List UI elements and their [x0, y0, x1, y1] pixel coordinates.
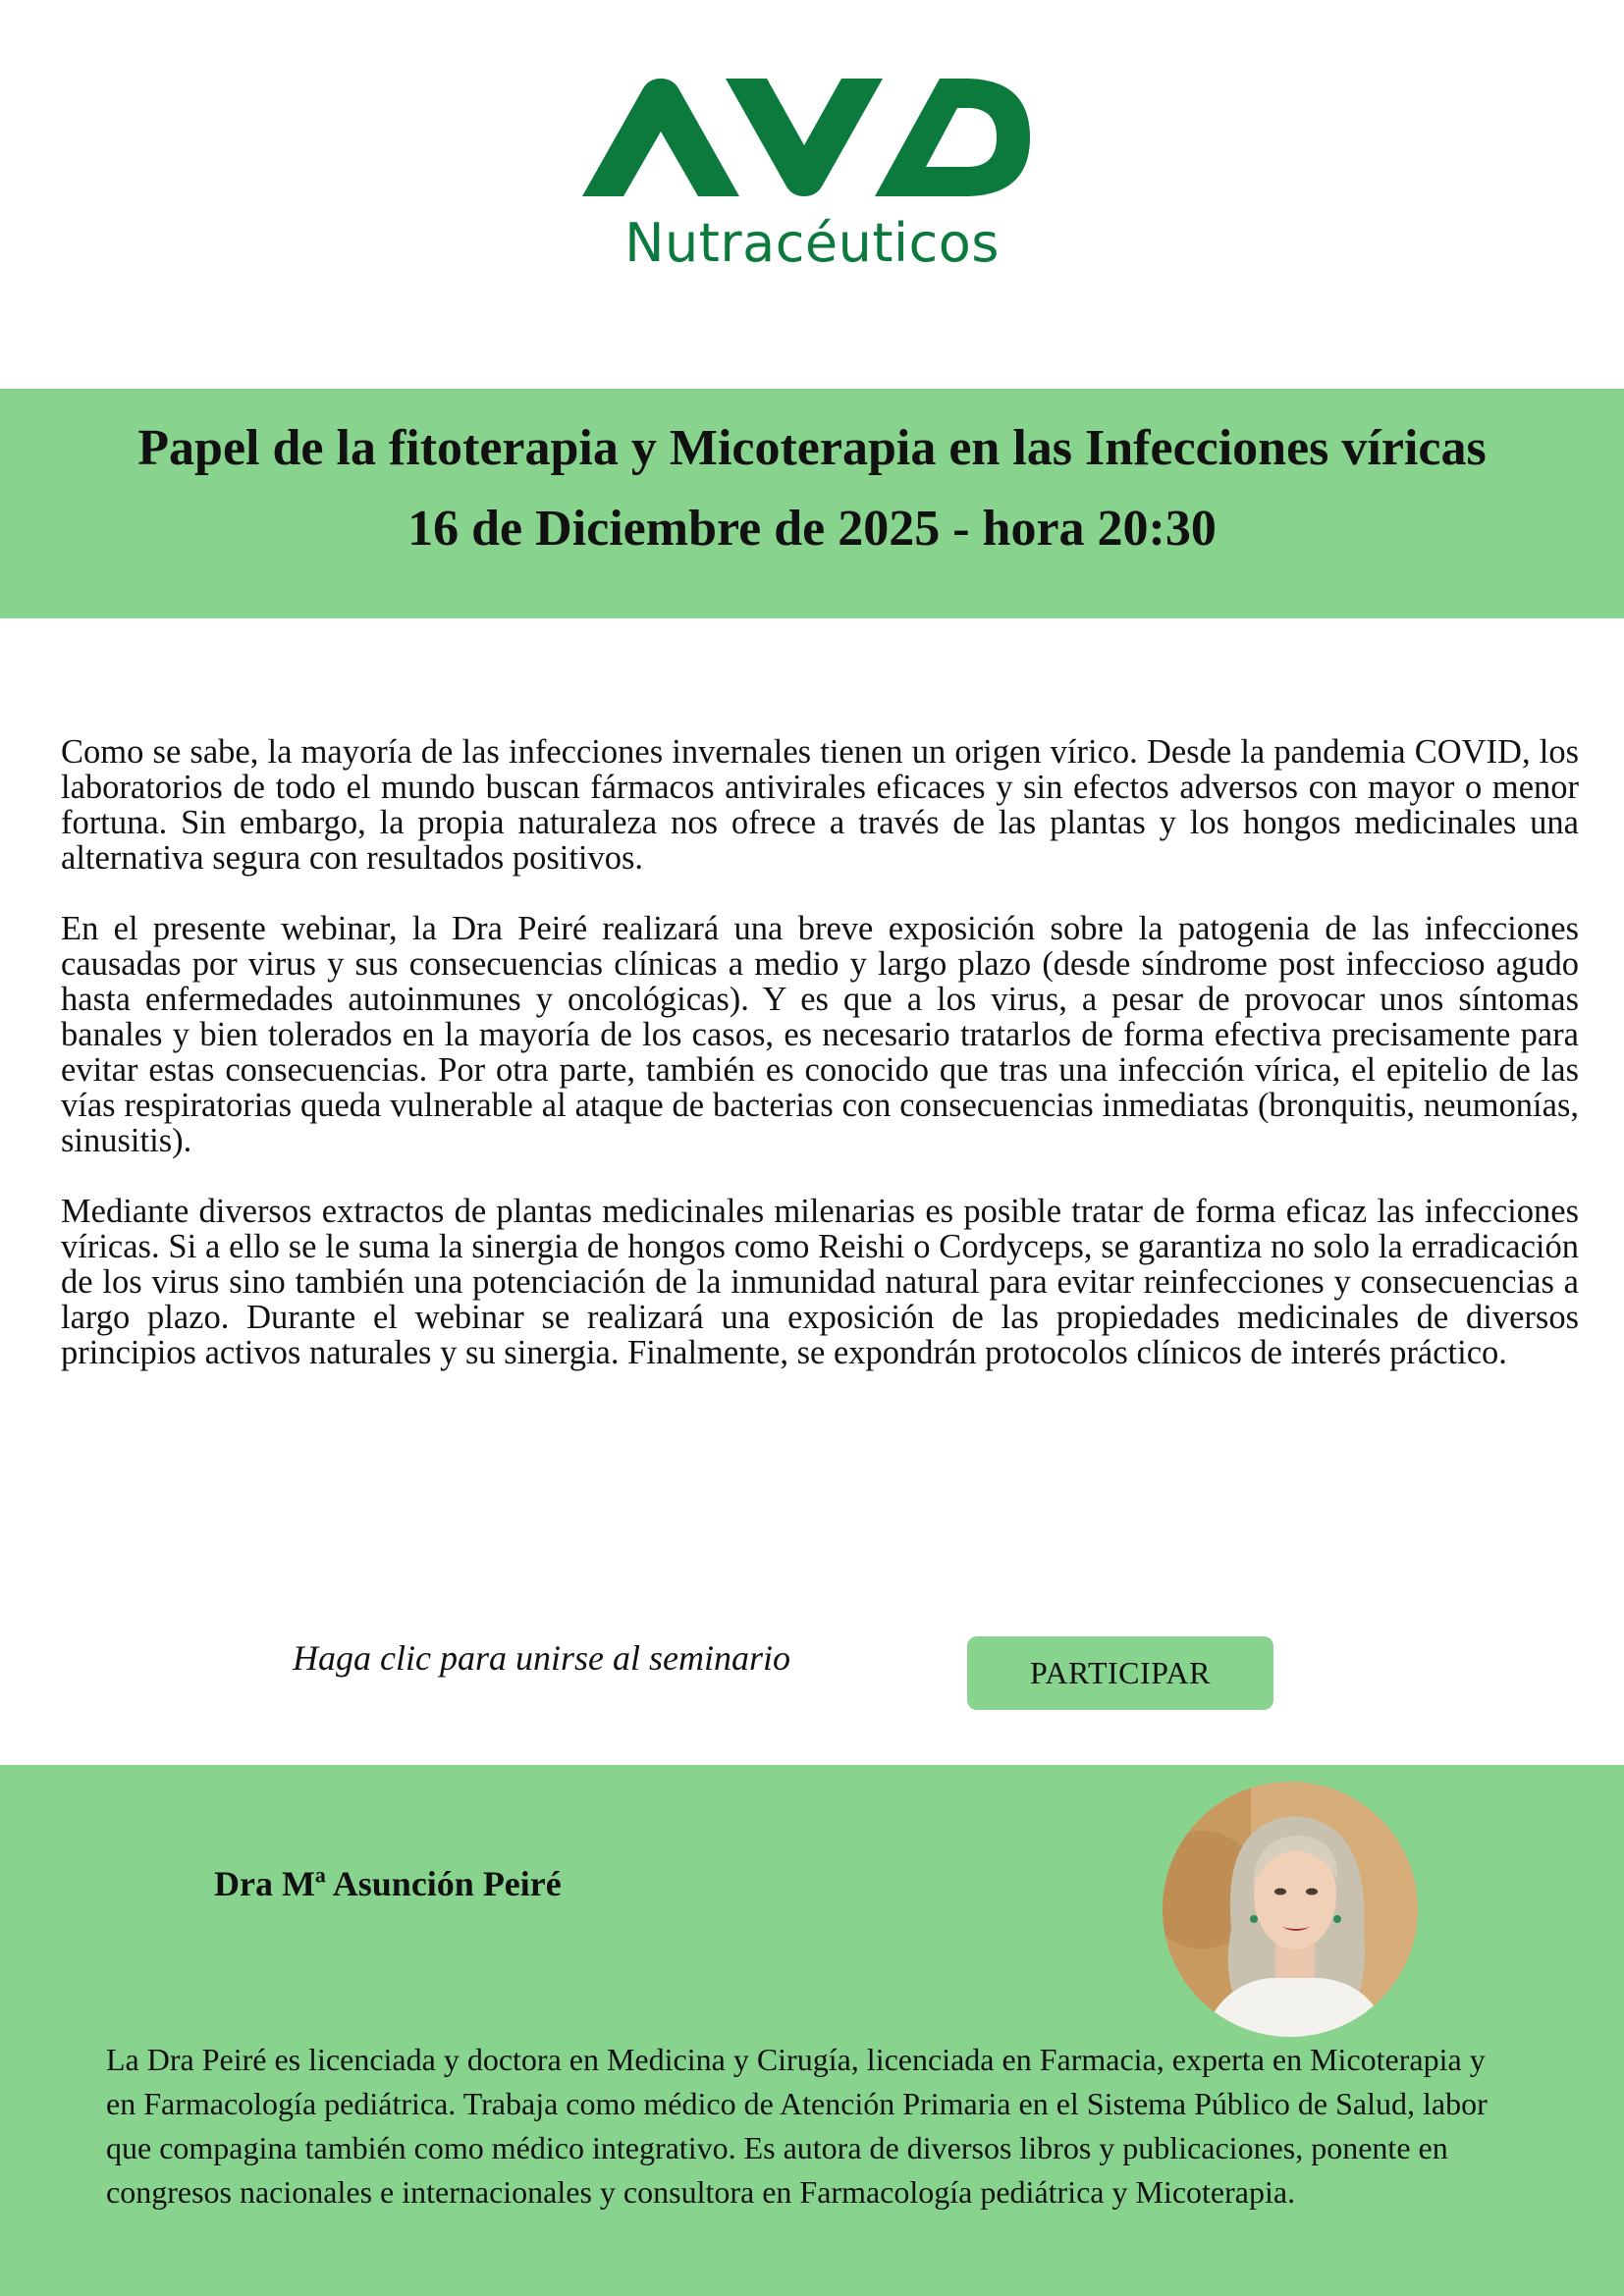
avatar	[1163, 1782, 1418, 2037]
speaker-portrait-icon	[1163, 1782, 1418, 2037]
brand-logo	[0, 77, 1624, 283]
avd-logo-icon	[576, 77, 1034, 208]
description-paragraph: Mediante diversos extractos de plantas medicinales milenarias es posible tratar de forma eficaz las infecciones víricas. Si a ello se le suma la sinergia de hongos como Reishi o Cordyceps, se garantiza no solo la erradicación de los virus sino también una potenciación de la inmunidad natural para evitar reinfecciones y consecuencias a largo plazo. Durante el webinar se realizará una exposición de las propiedades medicinales de diversos principios activos naturales y su sinergia. Finalmente, se expondrán protocolos clínicos de interés práctico.	[61, 1193, 1579, 1371]
page-title: Papel de la fitoterapia y Micoterapia en las Infecciones víricas	[137, 420, 1487, 476]
speaker-section	[0, 1765, 1624, 2296]
speaker-name: Dra Mª Asunción Peiré	[214, 1864, 562, 1903]
speaker-bio: La Dra Peiré es licenciada y doctora en Medicina y Cirugía, licenciada en Farmacia, experta en Micoterapia y en Farmacología pediátrica. Trabaja como médico de Atención Primaria en el Sistema Público de Salud, labor que compagina también como médico integrativo. Es autora de diversos libros y publicaciones, ponente en congresos nacionales e internacionales y consultora en Farmacología pediátrica y Micoterapia.	[106, 2042, 1488, 2210]
description-paragraph: Como se sabe, la mayoría de las infecciones invernales tienen un origen vírico. Desde la pandemia COVID, los laboratorios de todo el mundo buscan fármacos antivirales eficaces y sin efectos adversos con mayor o menor fortuna. Sin embargo, la propia naturaleza nos ofrece a través de las plantas y los hongos medicinales una alternativa segura con resultados positivos.	[61, 733, 1579, 877]
description-paragraph: En el presente webinar, la Dra Peiré realizará una breve exposición sobre la patogenia de las infecciones causadas por virus y sus consecuencias clínicas a medio y largo plazo (desde síndrome post infeccioso agudo hasta enfermedades autoinmunes y oncológicas). Y es que a los virus, a pesar de provocar unos síntomas banales y bien tolerados en la mayoría de los casos, es necesario tratarlos de forma efectiva precisamente para evitar estas consecuencias. Por otra parte, también es conocido que tras una infección vírica, el epitelio de las vías respiratorias queda vulnerable al ataque de bacterias con consecuencias inmediatas (bronquitis, neumonías, sinusitis).	[61, 910, 1579, 1159]
logo-subtitle: Nutracéuticos	[624, 212, 1000, 274]
participate-button[interactable]: PARTICIPAR	[967, 1636, 1273, 1710]
join-prompt: Haga clic para unirse al seminario	[293, 1638, 790, 1678]
event-date: 16 de Diciembre de 2025 - hora 20:30	[407, 501, 1217, 557]
event-description	[61, 734, 1579, 1406]
header-band	[0, 389, 1624, 618]
